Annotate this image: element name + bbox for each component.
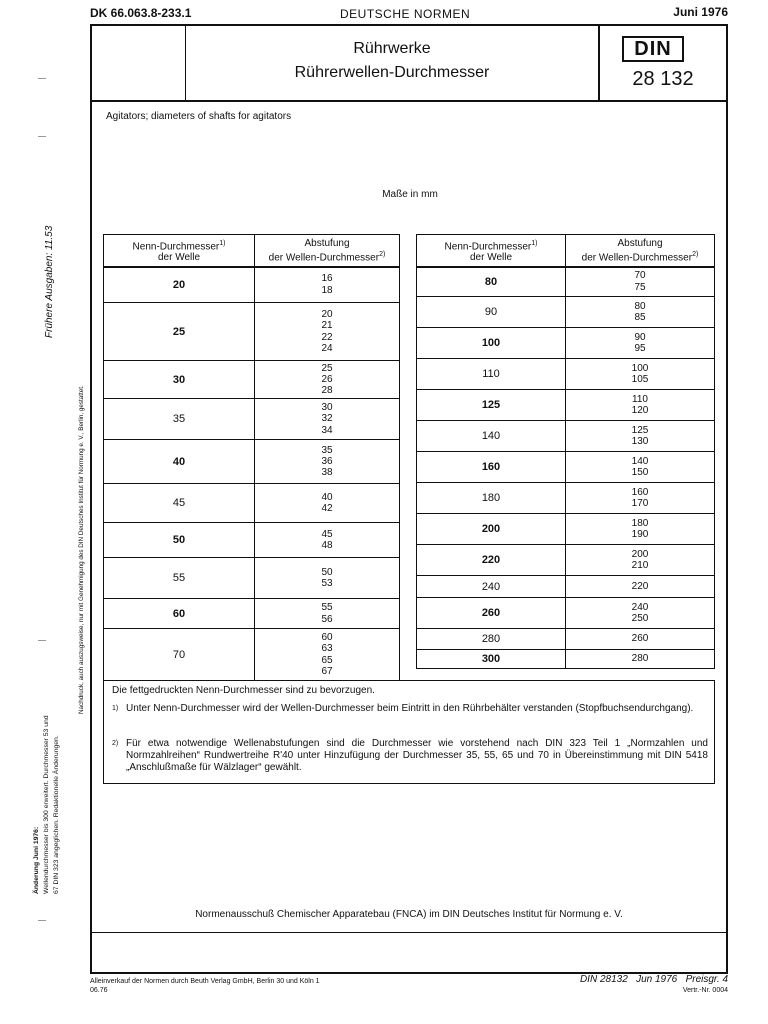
nominal-diameter-cell: 25 bbox=[104, 303, 255, 361]
footer-publisher bbox=[90, 977, 320, 995]
nominal-diameter-cell: 220 bbox=[417, 545, 566, 576]
col-header-steps-line1: Abstufung bbox=[617, 237, 663, 249]
din-logo: DIN bbox=[622, 36, 684, 62]
table-row bbox=[104, 558, 400, 599]
preferred-note: Die fettgedruckten Nenn-Durchmesser sind zu bevorzugen. bbox=[112, 685, 375, 696]
nominal-diameter-cell: 55 bbox=[104, 558, 255, 599]
col-header-steps-line2: der Wellen-Durchmesser bbox=[581, 251, 693, 263]
nominal-diameter-cell: 100 bbox=[417, 328, 566, 359]
punch-mark bbox=[38, 640, 46, 641]
nominal-diameter-cell: 45 bbox=[104, 484, 255, 523]
nominal-diameter-cell: 50 bbox=[104, 523, 255, 558]
nominal-diameter-cell: 70 bbox=[104, 629, 255, 681]
table-row bbox=[104, 361, 400, 399]
step-diameters-cell: 60 63 65 67 bbox=[255, 629, 400, 681]
standards-label: DEUTSCHE NORMEN bbox=[340, 7, 471, 21]
nominal-diameter-cell: 140 bbox=[417, 421, 566, 452]
document-title: Rührwerke bbox=[353, 40, 431, 57]
table-row bbox=[417, 452, 715, 483]
table-row bbox=[417, 328, 715, 359]
nominal-diameter-cell: 110 bbox=[417, 359, 566, 390]
punch-mark bbox=[38, 78, 46, 79]
table-row bbox=[417, 650, 715, 669]
step-diameters-cell: 55 56 bbox=[255, 599, 400, 629]
col-header-nominal bbox=[417, 235, 566, 267]
footnote-ref-2: 2) bbox=[692, 250, 699, 258]
footer-din-ref: DIN 28132 Jun 1976 Preisgr. 4 bbox=[579, 974, 728, 985]
table-row bbox=[417, 483, 715, 514]
committee-line: Normenausschuß Chemischer Apparatebau (FNCA) im DIN Deutsches Institut für Normung e. V. bbox=[195, 909, 623, 920]
diameter-table-left bbox=[103, 234, 400, 681]
nominal-diameter-cell: 300 bbox=[417, 650, 566, 669]
nominal-diameter-cell: 180 bbox=[417, 483, 566, 514]
footer-print-date: 06.76 bbox=[90, 987, 108, 994]
din-number: 28 132 bbox=[632, 68, 694, 90]
nominal-diameter-cell: 20 bbox=[104, 267, 255, 303]
table-row bbox=[104, 484, 400, 523]
table-row bbox=[417, 629, 715, 650]
step-diameters-cell: 90 95 bbox=[566, 328, 715, 359]
nominal-diameter-cell: 60 bbox=[104, 599, 255, 629]
bottom-divider bbox=[90, 932, 728, 933]
table-row bbox=[417, 267, 715, 297]
step-diameters-cell: 100 105 bbox=[566, 359, 715, 390]
table-row bbox=[417, 514, 715, 545]
step-diameters-cell: 280 bbox=[566, 650, 715, 669]
dk-number: DK 66.063.8-233.1 bbox=[90, 6, 192, 20]
notes-box bbox=[103, 680, 715, 784]
footnote-2-text: Für etwa notwendige Wellenabstufungen sind die Durchmesser wie vorstehend nach DIN 323 Teil 1 „Normzahlen und Normzahlreihen“ Rundwertreihe R'40 unter Hinzufügung der Durchmesser 35, 55, 65 und 70 in Übereinstimmung mit DIN 5418 „Anschlußmaße für Wälzlager“ gewählt. bbox=[126, 738, 708, 773]
diameter-table-right bbox=[416, 234, 715, 669]
table-row bbox=[104, 440, 400, 484]
nominal-diameter-cell: 160 bbox=[417, 452, 566, 483]
nominal-diameter-cell: 260 bbox=[417, 598, 566, 629]
units-note: Maße in mm bbox=[382, 189, 438, 200]
reprint-notice: Nachdruck, auch auszugsweise, nur mit Genehmigung des DIN Deutsches Institut für Normung e. V., Berlin, gestattet. bbox=[78, 385, 85, 714]
table-row bbox=[417, 297, 715, 328]
col-header-nominal-line2: der Welle bbox=[469, 251, 513, 263]
step-diameters-cell: 70 75 bbox=[566, 267, 715, 297]
table-body-left bbox=[104, 267, 400, 681]
col-header-steps bbox=[566, 235, 715, 267]
nominal-diameter-cell: 280 bbox=[417, 629, 566, 650]
col-header-nominal-line1: Nenn-Durchmesser bbox=[132, 240, 220, 252]
table-row bbox=[104, 523, 400, 558]
footnote-ref-2: 2) bbox=[379, 250, 386, 258]
table-row bbox=[417, 545, 715, 576]
step-diameters-cell: 180 190 bbox=[566, 514, 715, 545]
footer-vertr-nr: Vertr.-Nr. 0004 bbox=[682, 987, 728, 994]
footnote-1-mark: 1) bbox=[112, 705, 119, 712]
issue-date: Juni 1976 bbox=[673, 5, 728, 19]
document-subtitle-de: Rührerwellen-Durchmesser bbox=[294, 64, 490, 81]
col-header-nominal-line2: der Welle bbox=[157, 251, 201, 263]
step-diameters-cell: 16 18 bbox=[255, 267, 400, 303]
step-diameters-cell: 140 150 bbox=[566, 452, 715, 483]
nominal-diameter-cell: 80 bbox=[417, 267, 566, 297]
col-header-nominal-line1: Nenn-Durchmesser bbox=[444, 240, 532, 252]
nominal-diameter-cell: 200 bbox=[417, 514, 566, 545]
footnote-ref-1: 1) bbox=[531, 239, 538, 247]
english-title: Agitators; diameters of shafts for agitators bbox=[106, 111, 292, 122]
table-row bbox=[417, 576, 715, 598]
nominal-diameter-cell: 35 bbox=[104, 399, 255, 440]
step-diameters-cell: 50 53 bbox=[255, 558, 400, 599]
footnote-1-text: Unter Nenn-Durchmesser wird der Wellen-Durchmesser beim Eintritt in den Rührbehälter verstanden (Stopfbuchsendurchgang). bbox=[126, 703, 694, 714]
nominal-diameter-cell: 40 bbox=[104, 440, 255, 484]
footnote-ref-1: 1) bbox=[219, 239, 226, 247]
step-diameters-cell: 125 130 bbox=[566, 421, 715, 452]
table-row bbox=[104, 267, 400, 303]
punch-mark bbox=[38, 136, 46, 137]
nominal-diameter-cell: 90 bbox=[417, 297, 566, 328]
table-row bbox=[417, 390, 715, 421]
nominal-diameter-cell: 240 bbox=[417, 576, 566, 598]
table-body-right bbox=[417, 267, 715, 669]
table-row bbox=[104, 303, 400, 361]
table-row bbox=[417, 598, 715, 629]
footer-publisher-line: Alleinverkauf der Normen durch Beuth Verlag GmbH, Berlin 30 und Köln 1 bbox=[90, 978, 320, 985]
step-diameters-cell: 35 36 38 bbox=[255, 440, 400, 484]
title-box-left-divider bbox=[185, 24, 186, 101]
amendment-line-2: 67 DIN 323 angeglichen. Redaktionelle Änderungen. bbox=[53, 735, 60, 894]
footnote-1 bbox=[112, 703, 708, 715]
amendment-title: Änderung Juni 1976: bbox=[33, 826, 40, 894]
step-diameters-cell: 110 120 bbox=[566, 390, 715, 421]
table-row bbox=[104, 399, 400, 440]
step-diameters-cell: 80 85 bbox=[566, 297, 715, 328]
step-diameters-cell: 45 48 bbox=[255, 523, 400, 558]
table-row bbox=[104, 629, 400, 681]
footnote-2-mark: 2) bbox=[112, 740, 119, 747]
footnote-2 bbox=[112, 738, 708, 774]
amendment-line-1: Wellendurchmesser bis 300 erweitert. Durchmesser 53 und bbox=[43, 715, 50, 894]
step-diameters-cell: 30 32 34 bbox=[255, 399, 400, 440]
col-header-steps bbox=[255, 235, 400, 267]
step-diameters-cell: 160 170 bbox=[566, 483, 715, 514]
step-diameters-cell: 20 21 22 24 bbox=[255, 303, 400, 361]
step-diameters-cell: 25 26 28 bbox=[255, 361, 400, 399]
col-header-nominal bbox=[104, 235, 255, 267]
table-row bbox=[417, 421, 715, 452]
step-diameters-cell: 220 bbox=[566, 576, 715, 598]
col-header-steps-line1: Abstufung bbox=[304, 237, 350, 249]
nominal-diameter-cell: 30 bbox=[104, 361, 255, 399]
nominal-diameter-cell: 125 bbox=[417, 390, 566, 421]
step-diameters-cell: 40 42 bbox=[255, 484, 400, 523]
step-diameters-cell: 240 250 bbox=[566, 598, 715, 629]
table-row bbox=[104, 599, 400, 629]
step-diameters-cell: 260 bbox=[566, 629, 715, 650]
table-row bbox=[417, 359, 715, 390]
earlier-editions-note: Frühere Ausgaben: 11.53 bbox=[44, 225, 55, 338]
punch-mark bbox=[38, 920, 46, 921]
col-header-steps-line2: der Wellen-Durchmesser bbox=[268, 251, 380, 263]
step-diameters-cell: 200 210 bbox=[566, 545, 715, 576]
